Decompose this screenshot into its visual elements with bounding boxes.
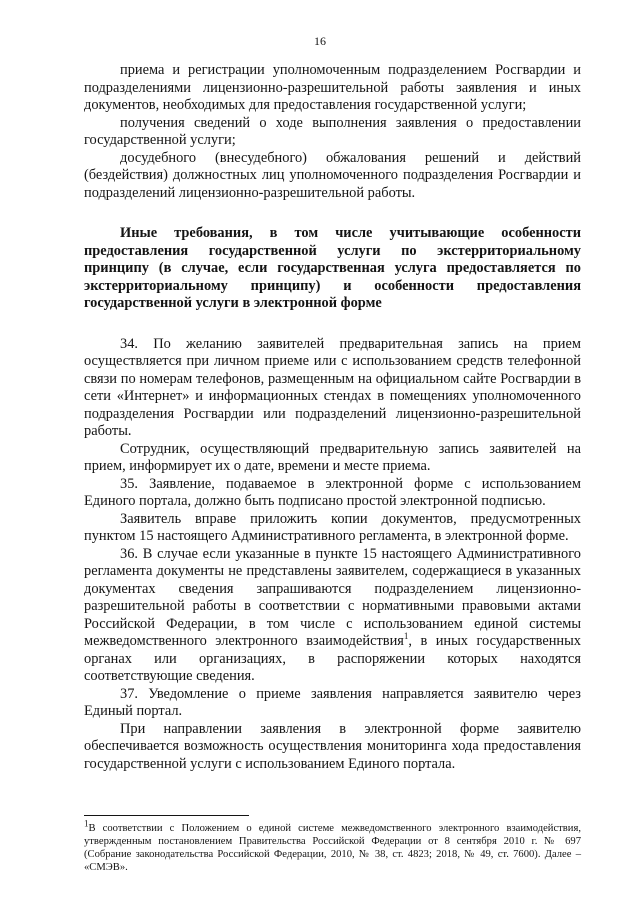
paragraph-reception: приема и регистрации уполномоченным подразделением Росгвардии и подразделениями лицензионно-разрешительной работы заявления и иных документов, необходимых для предоставления государственной услуги;: [84, 62, 581, 113]
paragraph-36-part-a: 36. В случае если указанные в пункте 15 настоящего Административного регламента документы не представлены заявителем, содержащиеся в указанных документах сведения запрашиваются подразделением лицензионно-разрешительной работы в соответствии с нормативными правовыми актами Российской Федерации, в том числе с использованием единой системы межведомственного электронного взаимодействия: [84, 545, 581, 649]
document-body: [84, 62, 581, 773]
footnote-reference: 1: [403, 631, 409, 642]
paragraph-34-informing: Сотрудник, осуществляющий предварительную запись заявителей на прием, информирует их о дате, времени и месте приема.: [84, 440, 581, 474]
paragraph-37: 37. Уведомление о приеме заявления направляется заявителю через Единый портал.: [84, 685, 581, 719]
section-heading: Иные требования, в том числе учитывающие особенности предоставления государственной услуги по экстерриториальному принципу (в случае, если государственная услуга предоставляется по экстерриториальному принципу) и особенности предоставления государственной услуги в электронной форме: [84, 225, 581, 311]
paragraph-36: [84, 546, 581, 686]
paragraph-35: 35. Заявление, подаваемое в электронной форме с использованием Единого портала, должно быть подписано простой электронной подписью.: [84, 475, 581, 509]
footnote-separator: [84, 815, 249, 816]
footnote: [84, 818, 581, 874]
paragraph-36-part-b: , в иных государственных органах или организациях, в распоряжении которых находятся соответствующие сведения.: [84, 633, 581, 684]
paragraph-35-attachments: Заявитель вправе приложить копии документов, предусмотренных пунктом 15 настоящего Административного регламента, в электронной форме.: [84, 510, 581, 544]
paragraph-37-monitoring: При направлении заявления в электронной форме заявителю обеспечивается возможность осуществления мониторинга хода предоставления государственной услуги с использованием Единого портала.: [84, 720, 581, 772]
page-number: 16: [314, 34, 326, 48]
paragraph-status-info: получения сведений о ходе выполнения заявления о предоставлении государственной услуги;: [84, 114, 581, 148]
paragraph-34: 34. По желанию заявителей предварительная запись на прием осуществляется при личном приеме или с использованием средств телефонной связи по номерам телефонов, размещенным на официальном сайте Росгвардии в сети «Интернет» и информационных стендах в помещениях уполномоченного подразделения Росгвардии или подразделений лицензионно-разрешительной работы.: [84, 335, 581, 439]
footnote-text: В соответствии с Положением о единой системе межведомственного электронного взаимодействия, утвержденным постановлением Правительства Российской Федерации от 8 сентября 2010 г. № 697 (Собрание законодательства Российской Федерации, 2010, № 38, ст. 4823; 2018, № 49, ст. 7600). Далее – «СМЭВ».: [84, 823, 581, 873]
paragraph-appeal: досудебного (внесудебного) обжалования решений и действий (бездействия) должностных лиц уполномоченного подразделения Росгвардии и подразделений лицензионно-разрешительной работы.: [84, 149, 581, 201]
footnote-marker: 1: [84, 818, 89, 829]
